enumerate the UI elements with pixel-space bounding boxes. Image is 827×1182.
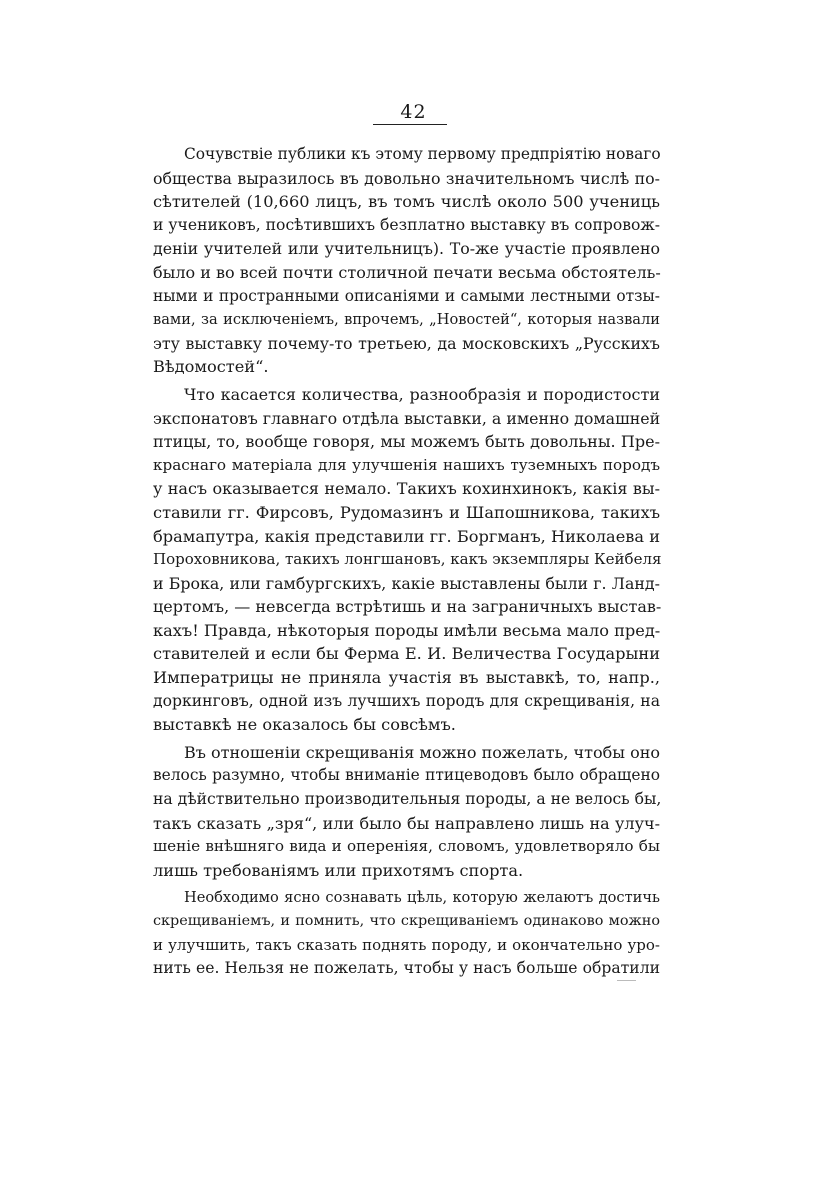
text-line: доркинговъ, одной изъ лучшихъ породъ для скрещиванія, на bbox=[153, 691, 660, 710]
text-line: такъ сказать „зря“, или было бы направлено лишь на улуч- bbox=[153, 813, 660, 833]
text-line: ставителей и если бы Ферма Е. И. Величества Государыни bbox=[153, 644, 660, 664]
text-line: и учениковъ, посѣтившихъ безплатно выставку въ сопровож- bbox=[153, 215, 660, 234]
text-line: выставкѣ не оказалось бы совсѣмъ. bbox=[153, 715, 456, 735]
text-line: сѣтителей (10,660 лицъ, въ томъ числѣ около 500 учениць bbox=[153, 192, 660, 212]
text-line: общества выразилось въ довольно значительномъ числѣ по- bbox=[153, 168, 660, 188]
text-line: вами, за исключеніемъ, впрочемъ, „Новостей“, которыя назвали bbox=[153, 311, 660, 329]
text-line: эту выставку почему-то третьею, да московскихъ „Русскихъ bbox=[153, 333, 660, 353]
text-line: Что касается количества, разнообразія и породистости bbox=[184, 384, 660, 404]
text-line: краснаго матеріала для улучшенія нашихъ туземныхъ породъ bbox=[153, 455, 660, 474]
page-number-rule bbox=[373, 124, 447, 125]
paragraph bbox=[153, 741, 660, 883]
text-line: шеніе внѣшняго вида и опереніяя, словомъ, удовлетворяло бы bbox=[153, 837, 660, 856]
text-line: кахъ! Правда, нѣкоторыя породы имѣли весьма мало пред- bbox=[153, 620, 661, 640]
paragraph bbox=[153, 383, 660, 737]
text-line: птицы, то, вообще говоря, мы можемъ быть довольны. Пре- bbox=[153, 432, 660, 452]
text-line: и Брока, или гамбургскихъ, какіе выставлены были г. Ланд- bbox=[153, 573, 660, 593]
text-line: Пороховникова, такихъ лонгшановъ, какъ экземпляры Кейбеля bbox=[153, 550, 662, 569]
text-line: экспонатовъ главнаго отдѣла выставки, а именно домашней bbox=[153, 408, 661, 428]
body-text bbox=[153, 143, 660, 981]
text-line: Въ отношеніи скрещиванія можно пожелать, чтобы оно bbox=[184, 742, 660, 762]
print-mark bbox=[617, 980, 636, 981]
text-line: Сочувствіе публики къ этому первому предпріятію новаго bbox=[184, 145, 661, 163]
text-line: велось разумно, чтобы вниманіе птицеводовъ было обращено bbox=[153, 766, 660, 785]
text-line: брамапутра, какія представили гг. Боргманъ, Николаева и bbox=[153, 526, 660, 546]
text-line: и улучшить, такъ сказать поднять породу, и окончательно уро- bbox=[153, 935, 660, 954]
text-line: Вѣдомостей“. bbox=[153, 357, 269, 377]
text-line: лишь требованіямъ или прихотямъ спорта. bbox=[153, 860, 524, 880]
text-line: ными и пространными описаніями и самыми лестными отзы- bbox=[153, 286, 660, 305]
page-number: 42 bbox=[400, 101, 427, 123]
text-line: Императрицы не приняла участія въ выставкѣ, то, напр., bbox=[153, 668, 660, 688]
text-line: на дѣйствительно производительныя породы, а не велось бы, bbox=[153, 790, 662, 809]
text-line: нить ее. Нельзя не пожелать, чтобы у насъ больше обратили bbox=[153, 959, 660, 978]
text-line: у насъ оказывается немало. Такихъ кохинхинокъ, какія вы- bbox=[153, 479, 660, 499]
text-line: ставили гг. Фирсовъ, Рудомазинъ и Шапошникова, такихъ bbox=[153, 502, 660, 522]
text-line: цертомъ, — невсегда встрѣтишь и на заграничныхъ выстав- bbox=[153, 597, 662, 617]
text-line: было и во всей почти столичной печати весьма обстоятель- bbox=[153, 262, 661, 282]
paragraph bbox=[153, 886, 660, 980]
text-line: деніи учителей или учительницъ). То-же участіе проявлено bbox=[153, 239, 660, 259]
paragraph bbox=[153, 143, 660, 379]
text-line: Необходимо ясно сознавать цѣль, которую желаютъ достичь bbox=[184, 889, 660, 907]
text-line: скрещиваніемъ, и помнить, что скрещиваніемъ одинаково можно bbox=[153, 913, 660, 929]
